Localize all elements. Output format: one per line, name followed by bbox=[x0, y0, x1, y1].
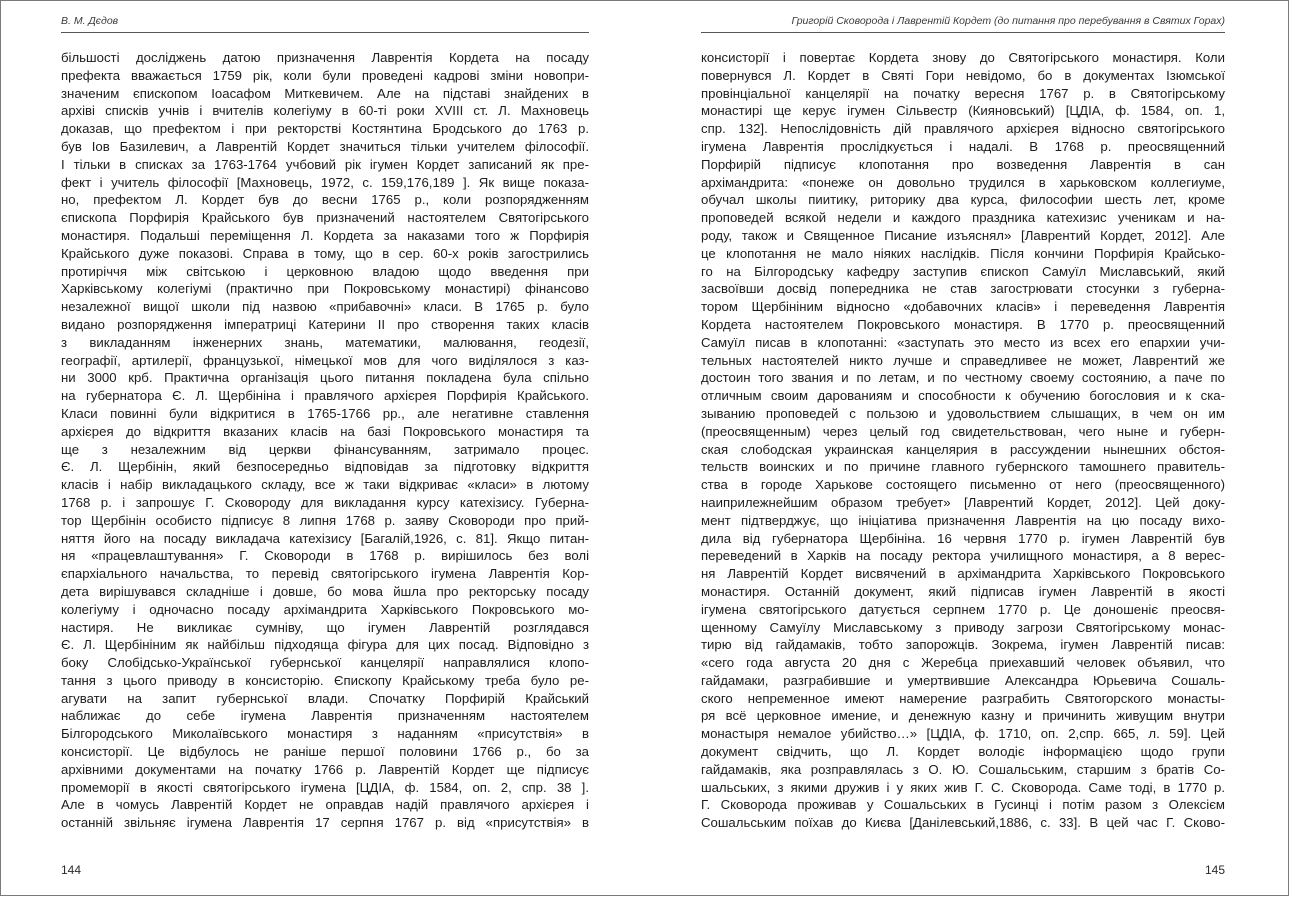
right-running-head: Григорій Сковорода і Лаврентій Кордет (до питання про перебування в Святих Горах) bbox=[701, 15, 1225, 33]
right-page-number: 145 bbox=[1204, 863, 1225, 877]
text-line: ня Лаврентій Кордет висвячений в архімандрита Харківського Покровського bbox=[701, 566, 1225, 582]
text-line: класів і набір викладацького складу, все ж таки відкриває «класи» в лютому bbox=[61, 477, 589, 493]
text-line: провінціальної канцелярії на початку вересня 1767 р. в Святогірському bbox=[701, 85, 1225, 101]
text-line: на губернатора Є. Л. Щербініна і правлячого архієрея Порфирія Крайського. bbox=[61, 388, 589, 404]
text-line: настиря. Не викликає сумніву, що ігумен Лаврентій розглядався bbox=[61, 619, 589, 635]
text-line: Є. Л. Щербініним як найбільш підходяща фігура для цих посад. Відповідно з bbox=[61, 637, 589, 653]
text-line: архімандрита: «понеже он довольно трудился в харьковском коллегиуме, bbox=[701, 174, 1225, 190]
text-line: монастиря. Подальші переміщення Л. Кордета за наказами того ж Порфирія bbox=[61, 227, 589, 243]
text-line: ря всё церковное имение, и денежную казну и причинить живущим внутри bbox=[701, 708, 1225, 724]
text-line: Порфирій підписує клопотання про возведення Лаврентія в сан bbox=[701, 156, 1225, 172]
text-line: ігумена Лаврентія прослідкується і надалі. В 1768 р. преосвященний bbox=[701, 138, 1225, 154]
text-line: зыванию проповедей с пользою и удовольствием слышащих, в чем он им bbox=[701, 405, 1225, 421]
text-line: Класи повинні були відкритися в 1765-1766 рр., але негативне ставлення bbox=[61, 405, 589, 421]
text-line: засвоївши досвід попередника не став загострювати стосунки з губерна- bbox=[701, 281, 1225, 297]
text-line: незалежної вищої школи під назвою «прибавочні» класи. В 1765 р. було bbox=[61, 299, 589, 315]
text-line: значеним єпископом Іоасафом Миткевичем. Але на підставі знайдених в bbox=[61, 85, 589, 101]
text-line: консисторії і повертає Кордета знову до Святогірського монастиря. Коли bbox=[701, 50, 1225, 65]
text-line: но, префектом Л. Кордет був до весни 1765 р., коли розпорядженням bbox=[61, 192, 589, 208]
text-line: Але в чомусь Лаврентій Кордет не оправдав надій правлячого архієрея і bbox=[61, 797, 589, 813]
text-line: отличным своим дарованиям и способности к обучению богословия и к ска- bbox=[701, 388, 1225, 404]
text-line: повернувся Л. Кордет в Святі Гори невідомо, бо в документах Ізюмської bbox=[701, 67, 1225, 83]
text-line: Кордета настоятелем Покровського монастиря. В 1770 р. преосвященний bbox=[701, 316, 1225, 332]
text-line: монастиря. Останній документ, який підписав ігумен Лаврентій в якості bbox=[701, 583, 1225, 599]
text-line: спр. 132]. Непослідовність дій правлячого архієрея відносно святогірського bbox=[701, 121, 1225, 137]
text-line: агувати на запит губернської влади. Спочатку Порфирій Крайський bbox=[61, 690, 589, 706]
text-line: мент підтверджує, що ініціатива призначення Лаврентія на цю посаду вихо- bbox=[701, 512, 1225, 528]
text-line: боку Слобідсько-Української губернської канцелярії направлялися клопо- bbox=[61, 655, 589, 671]
text-line: видано розпорядження імператриці Катерини II про створення таких класів bbox=[61, 316, 589, 332]
text-line: «сего года августа 20 дня с Жеребца приехавший человек объявил, что bbox=[701, 655, 1225, 671]
text-line: більшості досліджень датою призначення Лаврентія Кордета на посаду bbox=[61, 50, 589, 65]
text-line: географії, артилерії, французької, німецької мов для чого виділялося з каз- bbox=[61, 352, 589, 368]
text-line: наближає до себе ігумена Лаврентія призначенням настоятелем bbox=[61, 708, 589, 724]
text-line: (преосвященным) через целый год свидетельствован, чего ныне и губерн- bbox=[701, 423, 1225, 439]
text-line: проповедей всякой недели и каждого праздника катехизис ученикам и на- bbox=[701, 210, 1225, 226]
text-line: фект і учитель філософії [Махновець, 1972, с. 159,176,189 ]. Як вище показа- bbox=[61, 174, 589, 190]
text-line: тельных настоятелей никто лучше и справедливее не может, Лаврентий же bbox=[701, 352, 1225, 368]
text-line: щенному Самуїлу Миславському з приводу загрози Святогірському монас- bbox=[701, 619, 1225, 635]
left-running-head: В. М. Дєдов bbox=[61, 15, 589, 33]
text-line: го на Білгородську кафедру заступив єпископ Самуїл Миславський, який bbox=[701, 263, 1225, 279]
text-line: Крайського дуже показові. Справа в тому, що в сер. 60-х років загострились bbox=[61, 245, 589, 261]
text-line: ни 3000 крб. Практична організація цього питання покладена була спільно bbox=[61, 370, 589, 386]
text-line: тирю від гайдамаків, тобто запорожців. Зокрема, ігумен Лаврентій писав: bbox=[701, 637, 1225, 653]
text-line: обучал школы пиитику, риторику два курса, философии шесть лет, кроме bbox=[701, 192, 1225, 208]
text-line: наиприлежнейшим образом требует» [Лаврентий Кордет, 2012]. Цей доку- bbox=[701, 494, 1225, 510]
text-line: няття його на посаду викладача катехізису [Багалій,1926, с. 81]. Якщо питан- bbox=[61, 530, 589, 546]
left-page-number: 144 bbox=[61, 863, 82, 877]
text-line: консисторії. Це відбулось не раніше першої половини 1766 р., бо за bbox=[61, 744, 589, 760]
text-line: тання з цього приводу в консисторію. Єпископу Крайському треба було ре- bbox=[61, 672, 589, 688]
text-line: ства в городе Харькове состоящего письменно от него (преосвященного) bbox=[701, 477, 1225, 493]
text-line: доказав, що префектом і при ректорстві Костянтина Бродського до 1763 р. bbox=[61, 121, 589, 137]
text-line: гайдамаки, разграбившие и умертвившие Александра Юрьевича Сошаль- bbox=[701, 672, 1225, 688]
text-line: префекта вважається 1759 рік, коли були проведені кадрові зміни новопри- bbox=[61, 67, 589, 83]
text-line: останній звільняє ігумена Лаврентія 17 серпня 1767 р. від «присутствія» в bbox=[61, 815, 589, 831]
text-line: гайдамаків, яка розправлялась з О. Ю. Сошальським, старшим з братів Со- bbox=[701, 761, 1225, 777]
text-line: тором Щербініним відносно «добавочних класів» і переведення Лаврентія bbox=[701, 299, 1225, 315]
text-line: ская слободская украинская канцелярия в рассуждении нынешних обстоя- bbox=[701, 441, 1225, 457]
text-line: роду, також и Священное Писание изъяснял» [Лаврентий Кордет, 2012]. Але bbox=[701, 227, 1225, 243]
text-line: ского непременное имеют намерение разграбить Святогорского монасты- bbox=[701, 690, 1225, 706]
text-line: промеморії в якості святогірського ігумена [ЦДІА, ф. 1584, оп. 2, спр. 38 ]. bbox=[61, 779, 589, 795]
text-line: ще з незалежним від церкви фінансуванням, затримало процес. bbox=[61, 441, 589, 457]
right-page bbox=[701, 1, 1225, 897]
text-line: Білгородського Миколаївського монастиря з наданням «присутствія» в bbox=[61, 726, 589, 742]
text-line: монастыря немалое убийство…» [ЦДІА, ф. 1710, оп. 2,спр. 665, л. 59]. Цей bbox=[701, 726, 1225, 742]
text-line: переведений в Харків на посаду ректора училищного монастиря, а 8 верес- bbox=[701, 548, 1225, 564]
text-line: І тільки в списках за 1763-1764 учбовий рік ігумен Кордет записаний як пре- bbox=[61, 156, 589, 172]
text-line: ігумена святогірського датується серпнем 1770 р. Це доношеніє преосвя- bbox=[701, 601, 1225, 617]
text-line: архіві списків учнів і вчителів колегіуму в 60-ті роки XVIII ст. Л. Махновець bbox=[61, 103, 589, 119]
text-line: з викладанням інженерних знань, математики, малювання, геодезії, bbox=[61, 334, 589, 350]
text-line: протиріччя між світською і церковною владою щодо введення при bbox=[61, 263, 589, 279]
text-line: Харківському колегіумі (практично при Покровському монастирі) фінансово bbox=[61, 281, 589, 297]
text-line: Г. Сковорода проживав у Сошальських в Гусинці і потім разом з Олексієм bbox=[701, 797, 1225, 813]
text-line: архівними документами на початку 1766 р. Лаврентій Кордет ще підписує bbox=[61, 761, 589, 777]
text-line: монастирі ще керує ігумен Сільвестр (Кияновський) [ЦДІА, ф. 1584, оп. 1, bbox=[701, 103, 1225, 119]
text-line: це клопотання не мало ніяких наслідків. Після кончини Порфирія Крайсько- bbox=[701, 245, 1225, 261]
text-line: шальських, з якими дружив і у яких жив Г. С. Сковорода. Саме тоді, в 1770 р. bbox=[701, 779, 1225, 795]
text-line: єпархіального начальства, то перевід святогірського ігумена Лаврентія Кор- bbox=[61, 566, 589, 582]
right-body-text bbox=[701, 49, 1225, 832]
text-line: документ свідчить, що Л. Кордет володіє інформацією щодо групи bbox=[701, 744, 1225, 760]
left-body-text bbox=[61, 49, 589, 832]
text-line: Є. Л. Щербінін, який безпосередньо відповідав за підготовку відкриття bbox=[61, 459, 589, 475]
text-line: єпископа Порфирія Крайського був призначений настоятелем Святогірського bbox=[61, 210, 589, 226]
text-line: Самуїл писав в клопотанні: «заступать это место из всех его епархии учи- bbox=[701, 334, 1225, 350]
text-line: дета вирішувався складніше і довше, бо мова йшла про ректорську посаду bbox=[61, 583, 589, 599]
text-line: ня «працевлаштування» Г. Сковороди в 1768 р. вирішилось без волі bbox=[61, 548, 589, 564]
text-line: достоин того звания и по летам, и по честному своему состоянию, а паче по bbox=[701, 370, 1225, 386]
left-page bbox=[61, 1, 589, 897]
text-line: тельств воинских и по причине главного губернского тамошнего правитель- bbox=[701, 459, 1225, 475]
text-line: Сошальським поїхав до Києва [Данілевський,1886, с. 33]. В цей час Г. Сково- bbox=[701, 815, 1225, 831]
text-line: 1768 р. і запрошує Г. Сковороду для викладання курсу катехізису. Губерна- bbox=[61, 494, 589, 510]
text-line: дила від губернатора Щербініна. 16 червня 1770 р. ігумен Лаврентій був bbox=[701, 530, 1225, 546]
text-line: колегіуму і одночасно посаду архімандрита Харківського Покровського мо- bbox=[61, 601, 589, 617]
text-line: архієрея до відкриття вказаних класів на базі Покровського монастиря та bbox=[61, 423, 589, 439]
text-line: був Іов Базилевич, а Лаврентій Кордет значиться тільки учителем філософії. bbox=[61, 138, 589, 154]
text-line: тор Щербінін особисто підписує 8 липня 1768 р. заяву Сковороди про прий- bbox=[61, 512, 589, 528]
